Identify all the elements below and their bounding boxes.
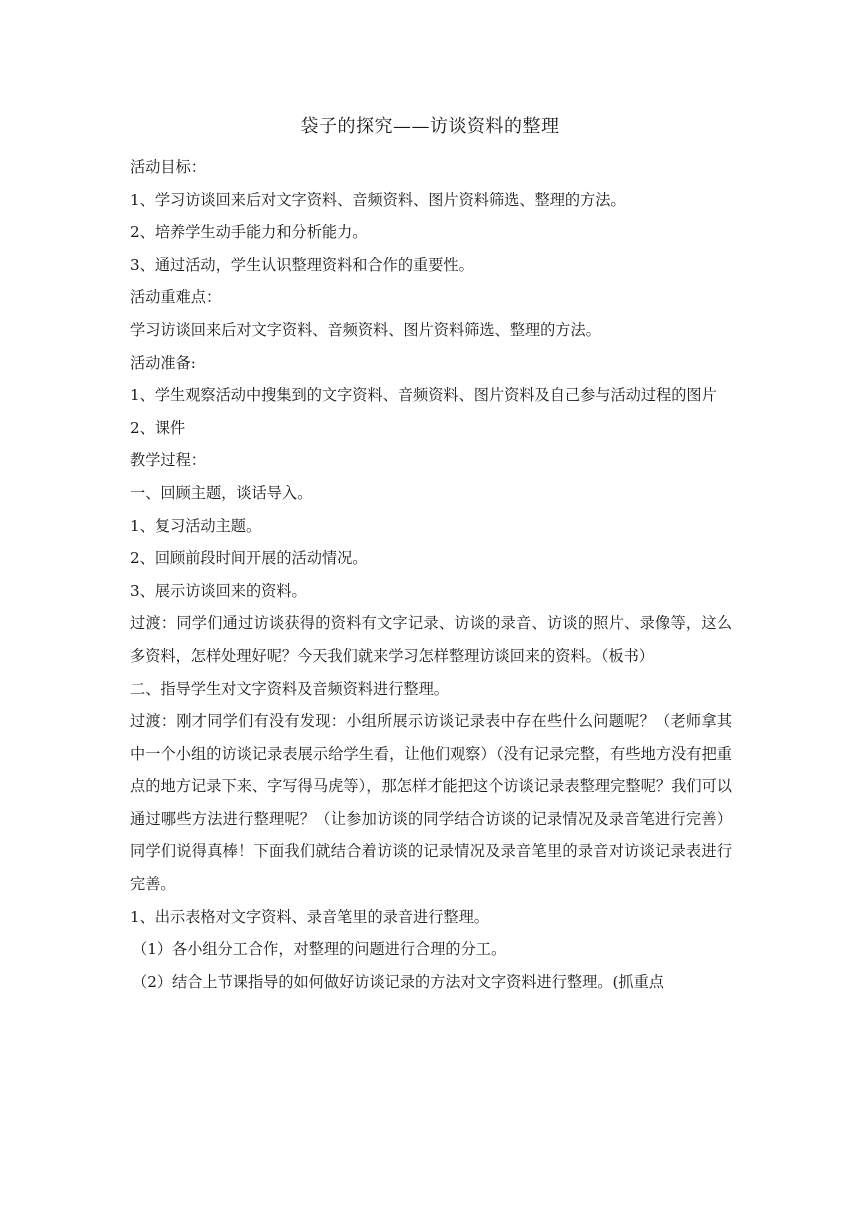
paragraph-process-heading: 教学过程： (130, 451, 206, 470)
paragraph-transition-2: 过渡：刚才同学们有没有发现：小组所展示访谈记录表中存在些什么问题呢？（老师拿其中一个小组的访谈记录表展示给学生看，让他们观察）（没有记录完整，有些地方没有把重点的地方记录下来、字写得马虎等），那怎样才能把这个访谈记录表整理完整呢？我们可以通过哪些方法进行整理呢？（让参加访谈的同学结合访谈的记录情况及录音笔进行完善）同学们说得真棒！下面我们就结合着访谈的记录情况及录音笔里的录音对访谈记录表进行完善。 (130, 712, 732, 894)
paragraph-section-2-heading: 二、指导学生对文字资料及音频资料进行整理。 (130, 679, 449, 698)
paragraph-key-points: 学习访谈回来后对文字资料、音频资料、图片资料筛选、整理的方法。 (130, 320, 601, 339)
document-body (130, 151, 732, 998)
paragraph-activity-goals-heading: 活动目标： (130, 158, 206, 176)
paragraph-step-1: 1、复习活动主题。 (130, 516, 262, 535)
paragraph-preparation-heading: 活动准备: (130, 353, 196, 372)
paragraph-substep-1-1: （1）各小组分工合作，对整理的问题进行合理的分工。 (132, 940, 507, 959)
paragraph-goal-3: 3、通过活动，学生认识整理资料和合作的重要性。 (130, 255, 474, 274)
paragraph-step-2: 2、回顾前段时间开展的活动情况。 (130, 549, 368, 568)
paragraph-preparation-2: 2、课件 (130, 418, 186, 437)
paragraph-preparation-1: 1、学生观察活动中搜集到的文字资料、音频资料、图片资料及自己参与活动过程的图片 (130, 386, 717, 405)
paragraph-goal-1: 1、学习访谈回来后对文字资料、音频资料、图片资料筛选、整理的方法。 (130, 190, 626, 209)
document-title: 袋子的探究——访谈资料的整理 (300, 116, 560, 137)
paragraph-substep-1-2: （2）结合上节课指导的如何做好访谈记录的方法对文字资料进行整理。(抓重点 (132, 972, 664, 991)
paragraph-step-3: 3、展示访谈回来的资料。 (130, 581, 307, 600)
paragraph-section-1-heading: 一、回顾主题，谈话导入。 (130, 483, 313, 502)
paragraph-substep-1: 1、出示表格对文字资料、录音笔里的录音进行整理。 (130, 907, 489, 926)
paragraph-goal-2: 2、培养学生动手能力和分析能力。 (130, 223, 368, 242)
paragraph-transition-1: 过渡：同学们通过访谈获得的资料有文字记录、访谈的录音、访谈的照片、录像等，这么多资料，怎样处理好呢？今天我们就来学习怎样整理访谈回来的资料。（板书） (130, 614, 732, 665)
paragraph-key-points-heading: 活动重难点： (130, 288, 222, 307)
